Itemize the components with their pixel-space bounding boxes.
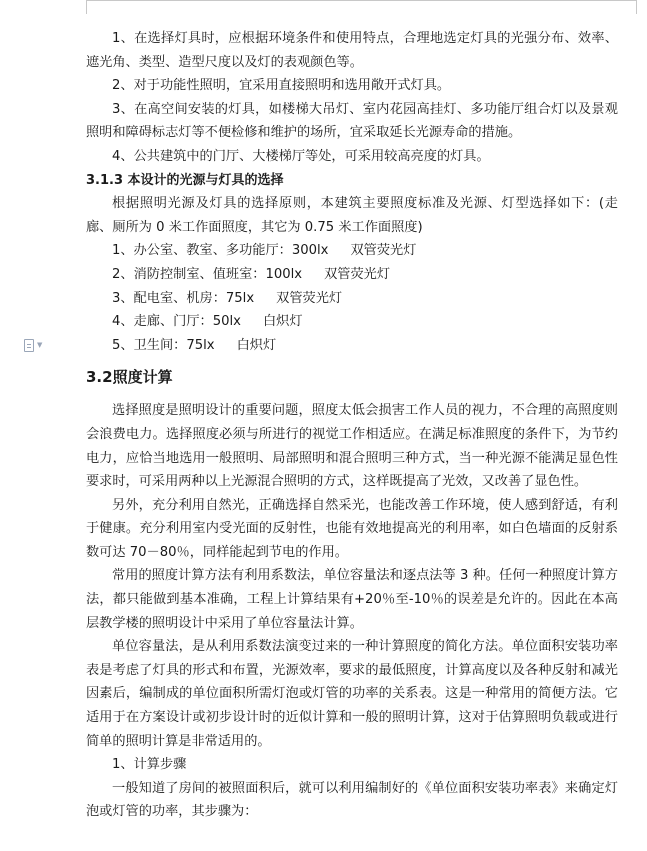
item-label: 1、办公室、教室、多功能厅：300lx xyxy=(112,243,329,259)
step-lead: 一般知道了房间的被照面积后，就可以利用编制好的《单位面积安装功率表》来确定灯泡或灯管的功率，其步骤为： xyxy=(86,780,618,820)
step-heading: 1、计算步骤 xyxy=(112,757,187,773)
page-corner-left xyxy=(86,0,87,14)
section-lead: 根据照明光源及灯具的选择原则，本建筑主要照度标准及光源、灯型选择如下：(走廊、厕所为 0 米工作面照度，其它为 0.75 米工作面照度) xyxy=(86,196,618,235)
item-fixture: 双管荧光灯 xyxy=(276,290,343,306)
page-top-edge xyxy=(86,0,636,1)
paragraph-options-marker[interactable] xyxy=(24,337,54,353)
document-body xyxy=(86,27,618,824)
list-item xyxy=(86,334,618,358)
list-item: 4、公共建筑中的门厅、大楼梯厅等处，可采用较高亮度的灯具。 xyxy=(112,148,490,164)
item-fixture: 双管荧光灯 xyxy=(350,243,417,259)
item-label: 5、卫生间：75lx xyxy=(112,337,215,353)
section-heading-3-2: 3.2照度计算 xyxy=(86,368,173,387)
page-corner-right xyxy=(636,0,637,14)
body-paragraph: 单位容量法，是从利用系数法演变过来的一种计算照度的简化方法。单位面积安装功率表是考虑了灯具的形式和布置，光源效率，要求的最低照度，计算高度以及各种反射和减光因素后，编制成的单位面积所需灯泡或灯管的功率的关系表。这是一种常用的简便方法。它适用于在方案设计或初步设计时的近似计算和一般的照明计算，这对于估算照明负载或进行简单的照明计算是非常适用的。 xyxy=(86,639,618,749)
list-item: 3、在高空间安装的灯具，如楼梯大吊灯、室内花园高挂灯、多功能厅组合灯以及景观照明和障碍标志灯等不便检修和维护的场所，宜采取延长光源寿命的措施。 xyxy=(86,101,618,141)
body-paragraph: 常用的照度计算方法有利用系数法，单位容量法和逐点法等 3 种。任何一种照度计算方法，都只能做到基本准确，工程上计算结果有+20％至-10％的误差是允许的。因此在本高层教学楼的照明设计中采用了单位容量法计算。 xyxy=(86,568,618,631)
item-label: 3、配电室、机房：75lx xyxy=(112,290,255,306)
item-label: 4、走廊、门厅：50lx xyxy=(112,314,241,330)
body-paragraph: 选择照度是照明设计的重要问题，照度太低会损害工作人员的视力，不合理的高照度则会浪费电力。选择照度必须与所进行的视觉工作相适应。在满足标准照度的条件下，为节约电力，应恰当地选用一般照明、局部照明和混合照明三种方式，当一种光源不能满足显色性要求时，可采用两种以上光源混合照明的方式，这样既提高了光效，又改善了显色性。 xyxy=(86,403,618,490)
item-fixture: 白炽灯 xyxy=(262,314,303,330)
list-item xyxy=(86,287,618,311)
item-fixture: 双管荧光灯 xyxy=(324,266,391,282)
body-paragraph: 另外，充分利用自然光，正确选择自然采光，也能改善工作环境，使人感到舒适，有利于健康。充分利用室内受光面的反射性，也能有效地提高光的利用率，如白色墙面的反射系数可达 70－80％，同样能起到节电的作用。 xyxy=(86,497,618,560)
list-item: 2、对于功能性照明，宜采用直接照明和选用敞开式灯具。 xyxy=(112,78,451,94)
item-fixture: 白炽灯 xyxy=(236,337,277,353)
document-icon xyxy=(24,339,34,352)
section-heading-3-1-3: 3.1.3 本设计的光源与灯具的选择 xyxy=(86,172,284,188)
list-item xyxy=(86,239,618,263)
list-item xyxy=(86,263,618,287)
list-item: 1、在选择灯具时，应根据环境条件和使用特点，合理地选定灯具的光强分布、效率、遮光角、类型、造型尺度以及灯的表观颜色等。 xyxy=(86,31,618,70)
list-item xyxy=(86,310,618,334)
item-label: 2、消防控制室、值班室：100lx xyxy=(112,266,303,282)
chevron-down-icon: ▼ xyxy=(37,340,43,349)
